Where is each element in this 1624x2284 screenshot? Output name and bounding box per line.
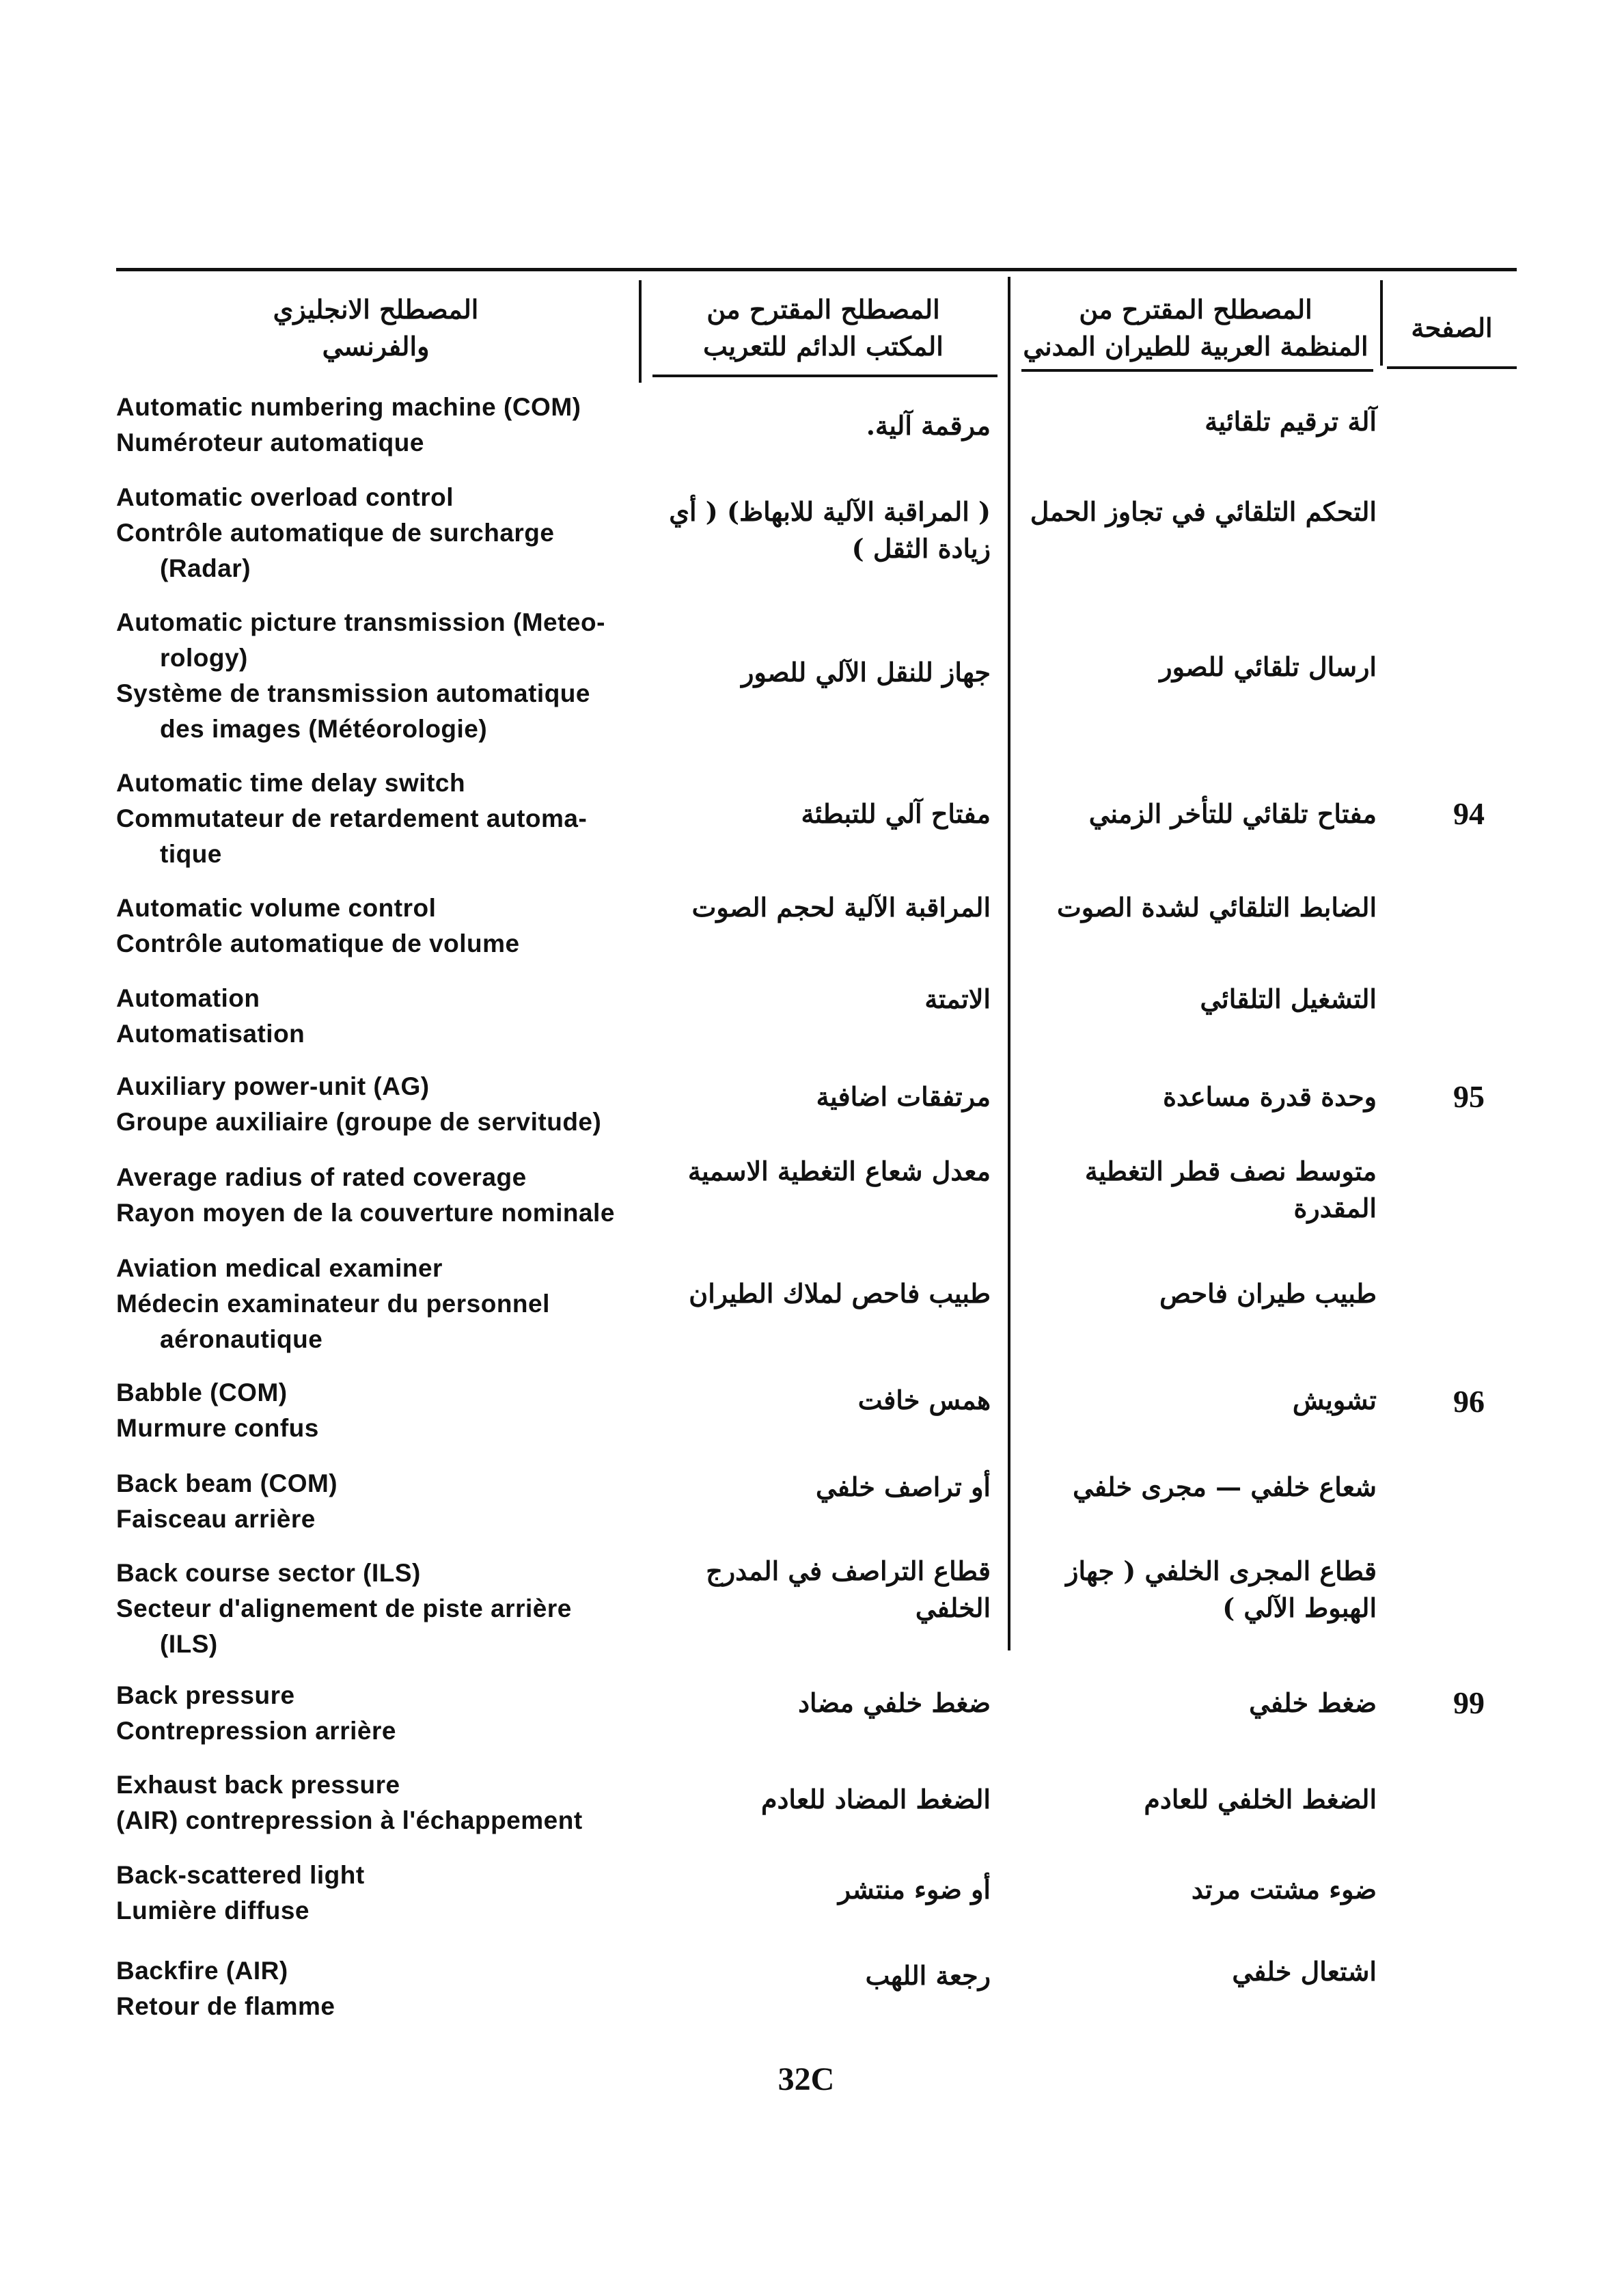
term-line: Rayon moyen de la couverture nominale	[116, 1199, 615, 1227]
term-line: Exhaust back pressure	[116, 1771, 400, 1799]
term-line: Contrôle automatique de surcharge	[116, 519, 555, 547]
term-en-fr	[116, 891, 635, 962]
office-term: جهاز للنقل الآلي للصور	[741, 657, 991, 688]
header-underline-org	[1021, 369, 1373, 372]
term-en-fr	[116, 605, 635, 747]
header-office-line: المصطلح المقترح من	[706, 294, 940, 325]
office-term: الضغط المضاد للعادم	[760, 1784, 991, 1814]
office-term: مرقمة آلية.	[866, 410, 991, 441]
org-term: ضوء مشتت مرتد	[1191, 1874, 1377, 1905]
org-term: متوسط نصف قطر التغطية المقدرة	[1084, 1156, 1377, 1223]
org-term: التحكم التلقائي في تجاوز الحمل	[1030, 496, 1377, 527]
term-line: Système de transmission automatique	[116, 679, 590, 707]
page-number: 32C	[777, 2061, 835, 2097]
office-term: الاتمتة	[924, 983, 991, 1014]
page-ref: 99	[1453, 1685, 1485, 1720]
column-divider-1	[639, 280, 642, 383]
office-term: المراقبة الآلية لحجم الصوت	[691, 892, 991, 923]
page-ref: 94	[1453, 796, 1485, 831]
term-line: Automatic overload control	[116, 483, 454, 511]
office-term: أو تراصف خلفي	[815, 1471, 991, 1502]
term-en-fr	[116, 1466, 635, 1537]
office-term: أو ضوء منتشر	[838, 1874, 991, 1905]
office-term: همس خافت	[857, 1385, 991, 1415]
term-en-fr	[116, 1375, 635, 1446]
term-line: Back-scattered light	[116, 1861, 365, 1889]
org-term: شعاع خلفي — مجرى خلفي	[1073, 1471, 1377, 1502]
term-line: Back course sector (ILS)	[116, 1559, 421, 1587]
term-en-fr	[116, 1555, 635, 1662]
office-term: طبيب فاحص لملاك الطيران	[689, 1278, 991, 1309]
term-line: Aviation medical examiner	[116, 1254, 443, 1282]
term-line: Médecin examinateur du personnel	[116, 1290, 550, 1318]
term-line: Secteur d'alignement de piste arrière	[116, 1594, 572, 1622]
term-line: Automatic time delay switch	[116, 769, 466, 797]
office-term: معدل شعاع التغطية الاسمية	[687, 1156, 991, 1186]
term-line: des images (Météorologie)	[160, 715, 488, 743]
office-term: ضغط خلفي مضاد	[798, 1687, 991, 1718]
term-line: Automation	[116, 984, 260, 1012]
term-line: Babble (COM)	[116, 1378, 288, 1406]
org-term: مفتاح تلقائي للتأخر الزمني	[1088, 798, 1377, 829]
header-term-line: والفرنسي	[322, 331, 430, 362]
term-en-fr	[116, 981, 635, 1052]
term-line: Groupe auxiliaire (groupe de servitude)	[116, 1108, 602, 1136]
office-term: رجعة اللهب	[865, 1960, 991, 1991]
term-line: Commutateur de retardement automa-	[116, 804, 588, 832]
term-en-fr	[116, 480, 635, 586]
header-org-column	[1011, 287, 1380, 369]
term-en-fr	[116, 1953, 635, 2024]
header-underline-office	[652, 375, 997, 377]
term-en-fr	[116, 1858, 635, 1929]
header-page-label: الصفحة	[1411, 312, 1493, 343]
term-line: (Radar)	[160, 554, 251, 582]
header-term-column	[116, 287, 635, 369]
org-term: التشغيل التلقائي	[1200, 983, 1377, 1014]
term-line: Murmure confus	[116, 1414, 319, 1442]
org-term: قطاع المجرى الخلفي ( جهاز الهبوط الآلي )	[1066, 1555, 1377, 1623]
term-line: Backfire (AIR)	[116, 1957, 288, 1985]
org-term: ارسال تلقائي للصور	[1159, 651, 1377, 682]
term-en-fr	[116, 1767, 635, 1838]
term-line: tique	[160, 840, 222, 868]
term-line: aéronautique	[160, 1325, 323, 1353]
column-divider-2	[1008, 277, 1010, 1650]
org-term: الضغط الخلفي للعادم	[1144, 1784, 1377, 1814]
org-term: ضغط خلفي	[1249, 1687, 1377, 1718]
term-en-fr	[116, 390, 635, 461]
term-line: (AIR) contrepression à l'échappement	[116, 1806, 583, 1834]
term-en-fr	[116, 1678, 635, 1749]
term-line: Automatic picture transmission (Meteo-	[116, 608, 605, 636]
term-line: Contrôle automatique de volume	[116, 929, 520, 957]
term-line: Contrepression arrière	[116, 1717, 396, 1745]
term-line: Back pressure	[116, 1681, 295, 1709]
column-divider-3	[1380, 280, 1383, 366]
term-line: Back beam (COM)	[116, 1469, 338, 1497]
org-term: تشويش	[1292, 1385, 1377, 1415]
org-term: آلة ترقيم تلقائية	[1205, 406, 1377, 437]
org-term: طبيب طيران فاحص	[1159, 1278, 1377, 1309]
term-line: Lumière diffuse	[116, 1896, 309, 1925]
office-term: مرتفقات اضافية	[816, 1081, 991, 1112]
office-term: قطاع التراصف في المدرج الخلفي	[706, 1555, 991, 1623]
term-en-fr	[116, 765, 635, 872]
org-term: اشتعال خلفي	[1232, 1956, 1377, 1987]
office-term: مفتاح آلي للتبطئة	[801, 798, 991, 829]
header-term-line: المصطلح الانجليزي	[273, 294, 479, 325]
table-top-rule	[116, 268, 1517, 271]
header-office-column	[646, 287, 1001, 369]
org-term: الضابط التلقائي لشدة الصوت	[1056, 892, 1377, 923]
page-ref: 96	[1453, 1384, 1485, 1419]
office-term: ( المراقبة الآلية للابهاظ) ( أي زيادة الثقل )	[669, 496, 991, 564]
term-en-fr	[116, 1160, 635, 1231]
term-en-fr	[116, 1251, 635, 1357]
term-line: Automatisation	[116, 1020, 305, 1048]
term-line: Retour de flamme	[116, 1992, 335, 2020]
term-en-fr	[116, 1069, 635, 1140]
page-ref: 95	[1453, 1079, 1485, 1114]
term-line: Auxiliary power-unit (AG)	[116, 1072, 430, 1100]
header-org-line: المصطلح المقترح من	[1079, 294, 1312, 325]
term-line: Numéroteur automatique	[116, 429, 424, 457]
header-page-column	[1387, 287, 1517, 369]
term-line: Faisceau arrière	[116, 1505, 316, 1533]
header-office-line: المكتب الدائم للتعريب	[703, 331, 944, 362]
term-line: rology)	[160, 644, 248, 672]
term-line: Average radius of rated coverage	[116, 1163, 527, 1191]
header-org-line: المنظمة العربية للطيران المدني	[1023, 331, 1368, 362]
org-term: وحدة قدرة مساعدة	[1163, 1081, 1377, 1112]
term-line: (ILS)	[160, 1630, 218, 1658]
term-line: Automatic numbering machine (COM)	[116, 393, 581, 421]
term-line: Automatic volume control	[116, 894, 437, 922]
